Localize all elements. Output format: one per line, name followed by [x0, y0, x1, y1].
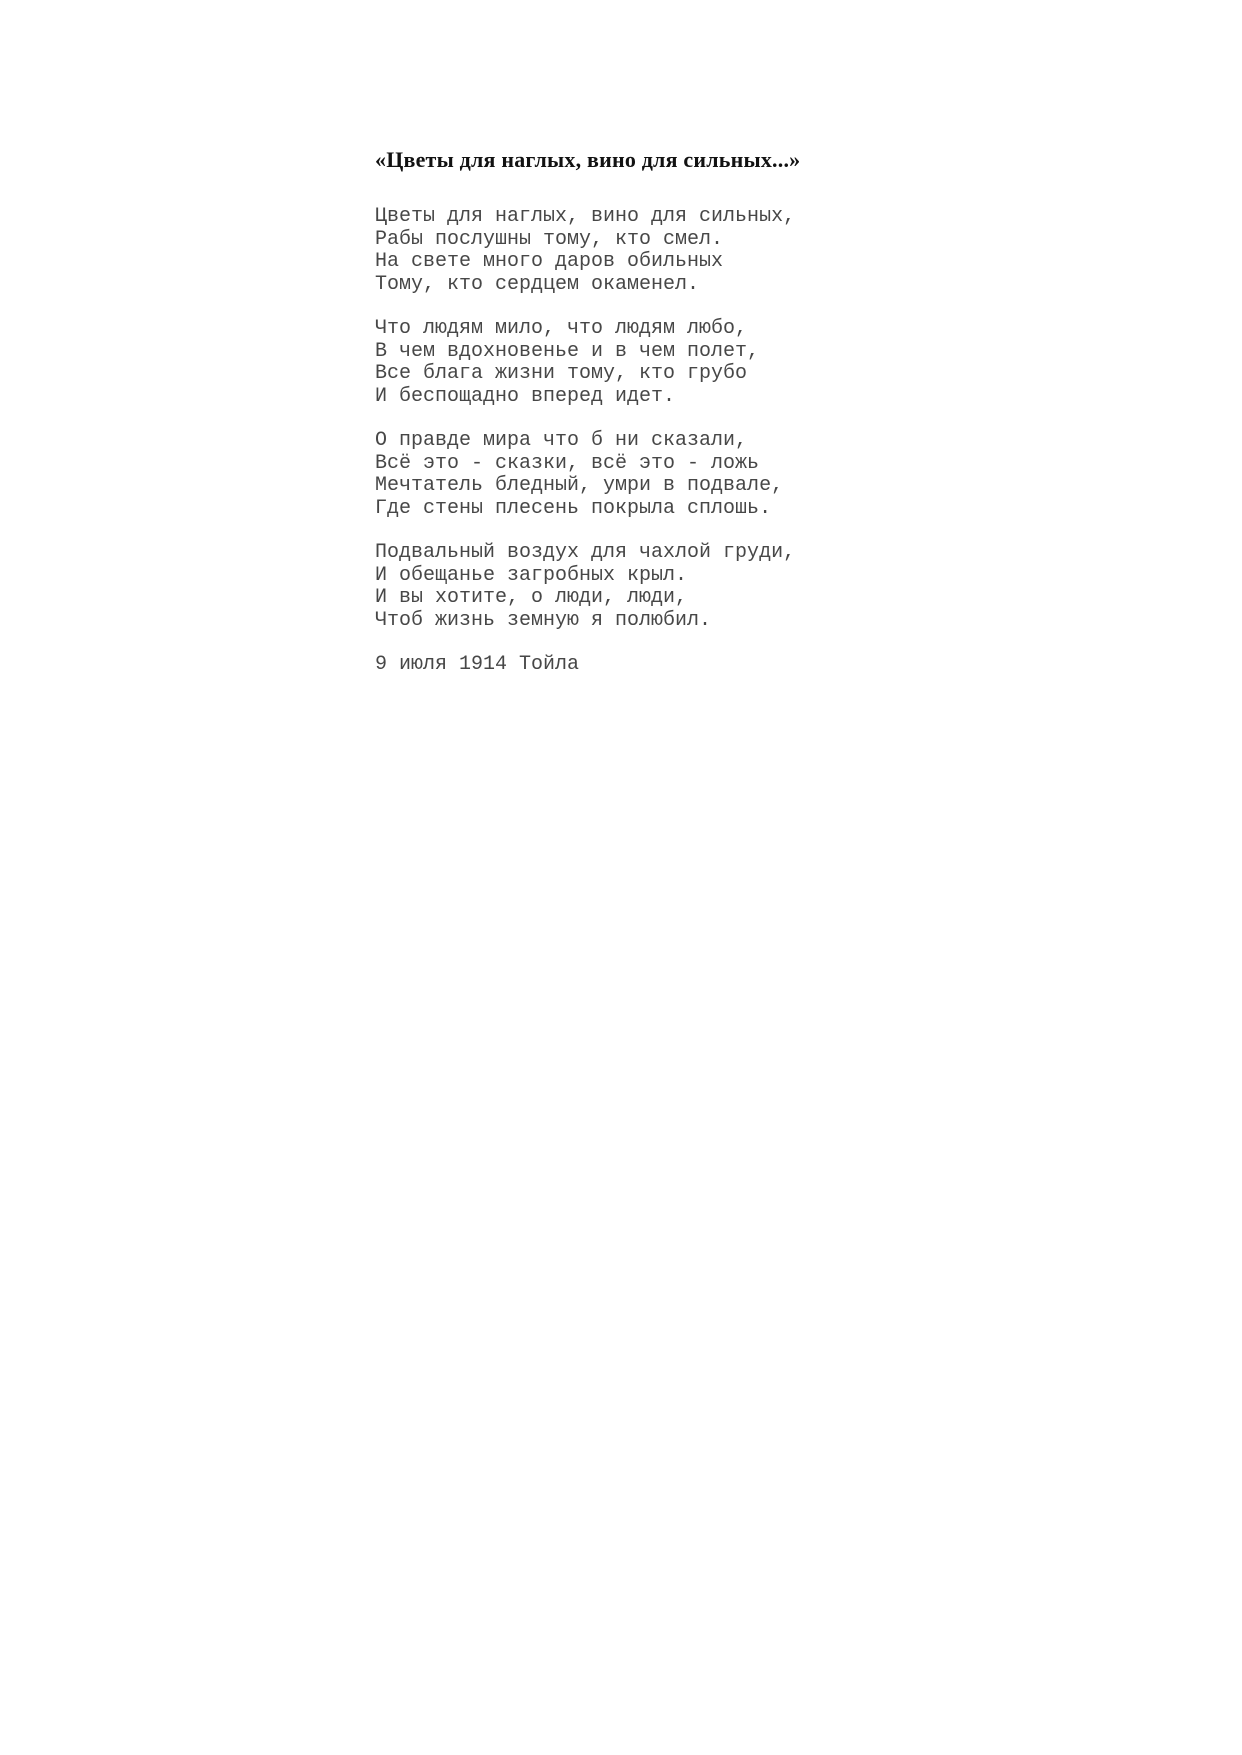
poem-line: Где стены плесень покрыла сплошь.: [375, 496, 772, 520]
poem-line: Мечтатель бледный, умри в подвале,: [375, 474, 784, 497]
poem-line: Все блага жизни тому, кто грубо: [375, 362, 748, 385]
poem-body: [375, 206, 935, 677]
poem-line: Подвальный воздух для чахлой груди,: [375, 541, 796, 564]
poem-dateline: 9 июля 1914 Тойла: [375, 653, 580, 676]
poem-line: Всё это - сказки, всё это - ложь: [375, 451, 760, 475]
poem-line: Тому, кто сердцем окаменел.: [375, 272, 700, 296]
poem-line: В чем вдохновенье и в чем полет,: [375, 339, 760, 363]
poem-line: И вы хотите, о люди, люди,: [375, 586, 688, 609]
stanza-1: [375, 206, 935, 296]
poem-title: «Цветы для наглых, вино для сильных...»: [375, 147, 801, 172]
stanza-2: [375, 318, 935, 408]
poem-line: Рабы послушны тому, кто смел.: [375, 227, 724, 251]
stanza-3: [375, 430, 935, 520]
poem-line: Чтоб жизнь земную я полюбил.: [375, 608, 712, 632]
poem-line: Цветы для наглых, вино для сильных,: [375, 205, 796, 228]
poem-line: И обещанье загробных крыл.: [375, 563, 688, 587]
poem-line: О правде мира что б ни сказали,: [375, 429, 748, 452]
poem-line: И беспощадно вперед идет.: [375, 384, 676, 408]
poem-content: [375, 146, 935, 677]
poem-line: Что людям мило, что людям любо,: [375, 317, 748, 340]
stanza-4: [375, 542, 935, 632]
poem-line: На свете много даров обильных: [375, 250, 724, 273]
